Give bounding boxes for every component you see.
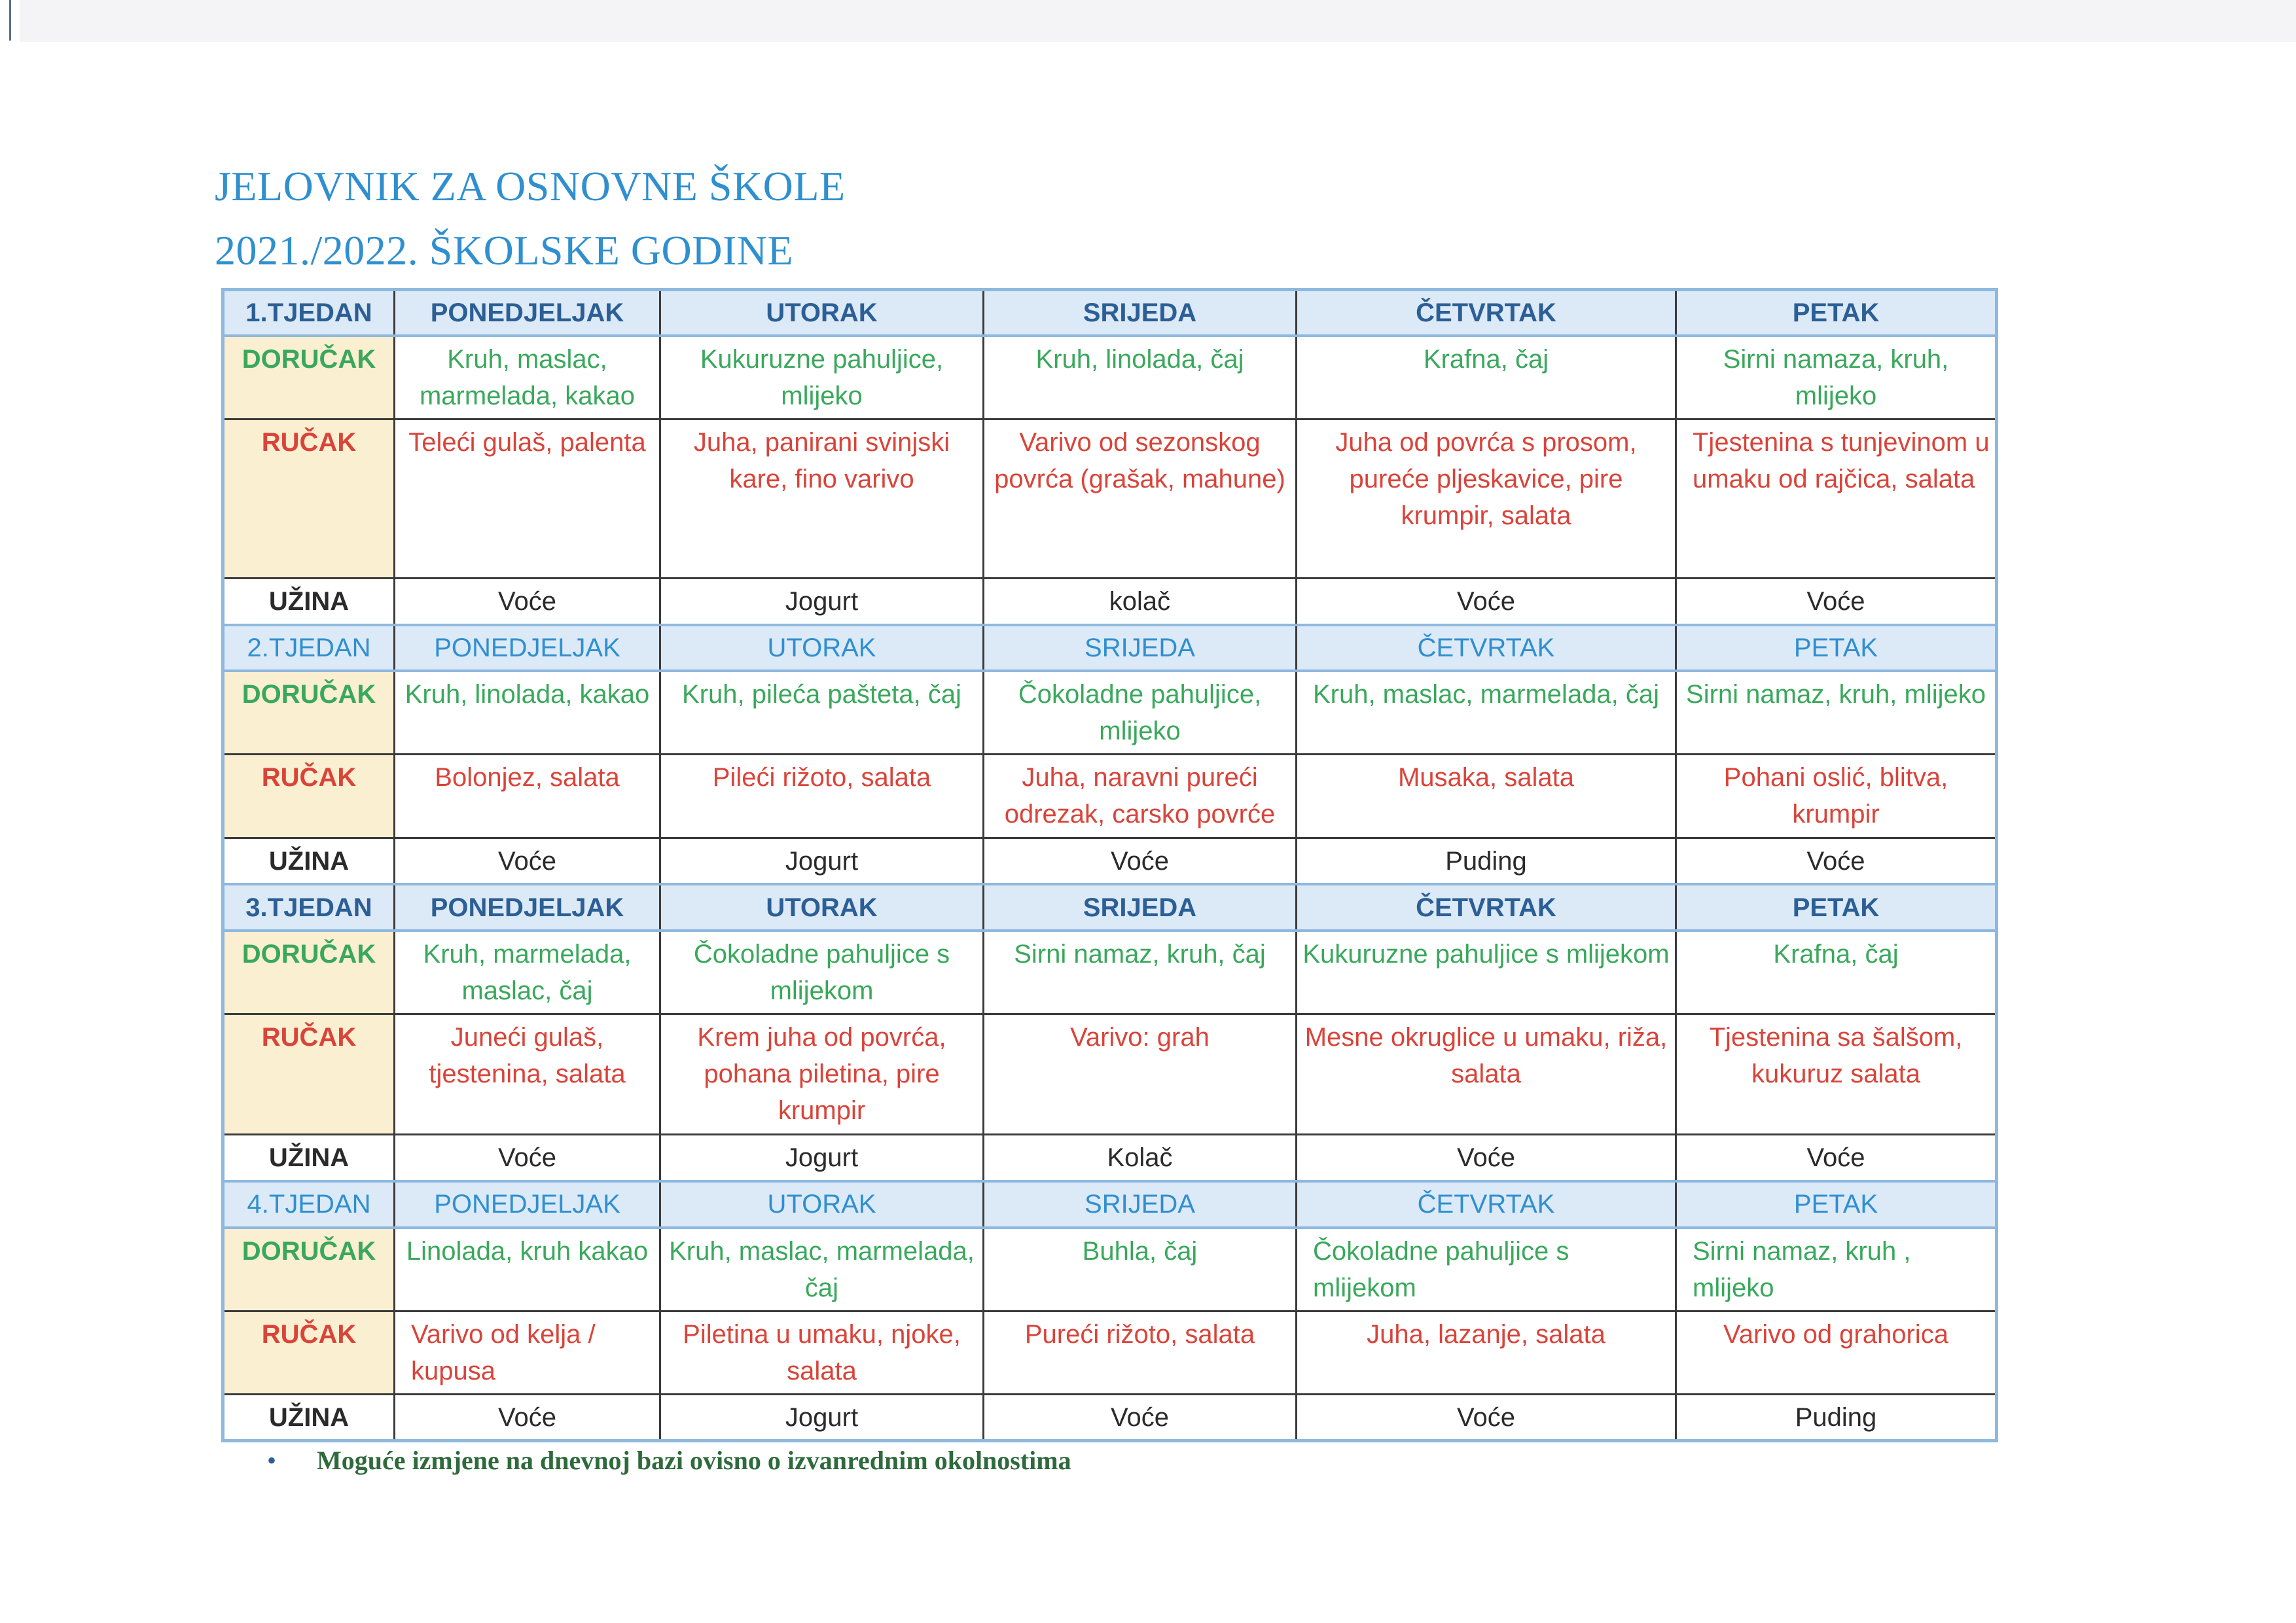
meal-cell: Voće [984,838,1297,884]
week-header-row [223,290,1997,336]
meal-cell: Kruh, marmelada, maslac, čaj [395,931,660,1014]
school-menu-table [221,288,1998,1442]
meal-cell: Sirni namaza, kruh, mlijeko [1676,336,1997,419]
day-header: ČETVRTAK [1297,1181,1676,1228]
meal-cell: Kruh, maslac, marmelada, čaj [660,1228,984,1311]
footnote [267,1445,1071,1476]
breakfast-row [223,671,1997,755]
week-header-row [223,884,1997,931]
meal-cell: Kruh, linolada, čaj [984,336,1297,419]
meal-cell: Pileći rižoto, salata [660,755,984,838]
meal-cell: Musaka, salata [1297,755,1676,838]
day-header: UTORAK [660,884,984,931]
lunch-label: RUČAK [223,1014,395,1135]
week-label: 2.TJEDAN [223,625,395,671]
day-header: UTORAK [660,290,984,336]
day-header: PETAK [1676,290,1997,336]
meal-cell: Juha, panirani svinjski kare, fino varivo [660,419,984,579]
day-header: PONEDJELJAK [395,290,660,336]
meal-cell: Voće [395,579,660,625]
day-header: SRIJEDA [984,1181,1297,1228]
meal-cell: Puding [1297,838,1676,884]
day-header: PETAK [1676,884,1997,931]
meal-cell: Varivo: grah [984,1014,1297,1135]
week-header-row [223,625,1997,671]
meal-cell: Sirni namaz, kruh, mlijeko [1676,671,1997,755]
snack-row [223,1395,1997,1441]
day-header: UTORAK [660,625,984,671]
bullet-point: • [267,1446,277,1475]
meal-cell: Voće [395,1395,660,1441]
day-header: ČETVRTAK [1297,625,1676,671]
snack-label: UŽINA [223,1135,395,1181]
week-header-row [223,1181,1997,1228]
meal-cell: Bolonjez, salata [395,755,660,838]
footnote-text: Moguće izmjene na dnevnoj bazi ovisno o izvanrednim okolnostima [317,1446,1071,1475]
meal-cell: Sirni namaz, kruh , mlijeko [1676,1228,1997,1311]
menu-subtitle: 2021./2022. ŠKOLSKE GODINE [215,227,794,274]
week-label: 4.TJEDAN [223,1181,395,1228]
meal-cell: Čokoladne pahuljice, mlijeko [984,671,1297,755]
day-header: SRIJEDA [984,884,1297,931]
breakfast-label: DORUČAK [223,671,395,755]
lunch-row [223,1311,1997,1395]
meal-cell: Varivo od kelja / kupusa [395,1311,660,1395]
meal-cell: Juha, lazanje, salata [1297,1311,1676,1395]
snack-row [223,579,1997,625]
breakfast-label: DORUČAK [223,336,395,419]
week-label: 3.TJEDAN [223,884,395,931]
day-header: PONEDJELJAK [395,1181,660,1228]
meal-cell: Voće [1297,1395,1676,1441]
lunch-row [223,755,1997,838]
meal-cell: Kruh, maslac, marmelada, čaj [1297,671,1676,755]
meal-cell: Jogurt [660,1395,984,1441]
meal-cell: Jogurt [660,579,984,625]
meal-cell: Tjestenina s tunjevinom u umaku od rajčica, salata [1676,419,1997,579]
meal-cell: Puding [1676,1395,1997,1441]
meal-cell: kolač [984,579,1297,625]
meal-cell: Pohani oslić, blitva, krumpir [1676,755,1997,838]
meal-cell: Varivo od sezonskog povrća (grašak, mahune) [984,419,1297,579]
meal-cell: Voće [395,838,660,884]
snack-row [223,838,1997,884]
meal-cell: Čokoladne pahuljice s mlijekom [660,931,984,1014]
meal-cell: Linolada, kruh kakao [395,1228,660,1311]
breakfast-label: DORUČAK [223,931,395,1014]
day-header: UTORAK [660,1181,984,1228]
day-header: ČETVRTAK [1297,884,1676,931]
week-label: 1.TJEDAN [223,290,395,336]
meal-cell: Kruh, linolada, kakao [395,671,660,755]
snack-label: UŽINA [223,579,395,625]
scan-top-shade [20,0,2296,42]
breakfast-label: DORUČAK [223,1228,395,1311]
meal-cell: Juha, naravni pureći odrezak, carsko povrće [984,755,1297,838]
meal-cell: Kruh, pileća pašteta, čaj [660,671,984,755]
meal-cell: Voće [1676,838,1997,884]
meal-cell: Voće [1676,579,1997,625]
menu-title: JELOVNIK ZA OSNOVNE ŠKOLE [215,163,846,209]
meal-cell: Juneći gulaš, tjestenina, salata [395,1014,660,1135]
meal-cell: Teleći gulaš, palenta [395,419,660,579]
lunch-row [223,419,1997,579]
meal-cell: Krem juha od povrća, pohana piletina, pire krumpir [660,1014,984,1135]
meal-cell: Kukuruzne pahuljice s mlijekom [1297,931,1676,1014]
snack-label: UŽINA [223,838,395,884]
day-header: SRIJEDA [984,625,1297,671]
day-header: PONEDJELJAK [395,884,660,931]
meal-cell: Krafna, čaj [1676,931,1997,1014]
scan-edge-mark [9,0,11,41]
meal-cell: Voće [1297,579,1676,625]
meal-cell: Kukuruzne pahuljice, mlijeko [660,336,984,419]
meal-cell: Krafna, čaj [1297,336,1676,419]
meal-cell: Čokoladne pahuljice s mlijekom [1297,1228,1676,1311]
day-header: PETAK [1676,625,1997,671]
meal-cell: Voće [1676,1135,1997,1181]
day-header: PONEDJELJAK [395,625,660,671]
meal-cell: Jogurt [660,1135,984,1181]
snack-row [223,1135,1997,1181]
breakfast-row [223,336,1997,419]
meal-cell: Tjestenina sa šalšom, kukuruz salata [1676,1014,1997,1135]
meal-cell: Voće [395,1135,660,1181]
lunch-label: RUČAK [223,419,395,579]
meal-cell: Buhla, čaj [984,1228,1297,1311]
meal-cell: Kolač [984,1135,1297,1181]
breakfast-row [223,1228,1997,1311]
meal-cell: Kruh, maslac, marmelada, kakao [395,336,660,419]
meal-cell: Mesne okruglice u umaku, riža, salata [1297,1014,1676,1135]
meal-cell: Piletina u umaku, njoke, salata [660,1311,984,1395]
lunch-label: RUČAK [223,1311,395,1395]
meal-cell: Voće [1297,1135,1676,1181]
lunch-label: RUČAK [223,755,395,838]
day-header: SRIJEDA [984,290,1297,336]
meal-cell: Juha od povrća s prosom, pureće pljeskavice, pire krumpir, salata [1297,419,1676,579]
meal-cell: Voće [984,1395,1297,1441]
breakfast-row [223,931,1997,1014]
snack-label: UŽINA [223,1395,395,1441]
meal-cell: Varivo od grahorica [1676,1311,1997,1395]
meal-cell: Sirni namaz, kruh, čaj [984,931,1297,1014]
meal-cell: Jogurt [660,838,984,884]
day-header: ČETVRTAK [1297,290,1676,336]
lunch-row [223,1014,1997,1135]
meal-cell: Pureći rižoto, salata [984,1311,1297,1395]
day-header: PETAK [1676,1181,1997,1228]
